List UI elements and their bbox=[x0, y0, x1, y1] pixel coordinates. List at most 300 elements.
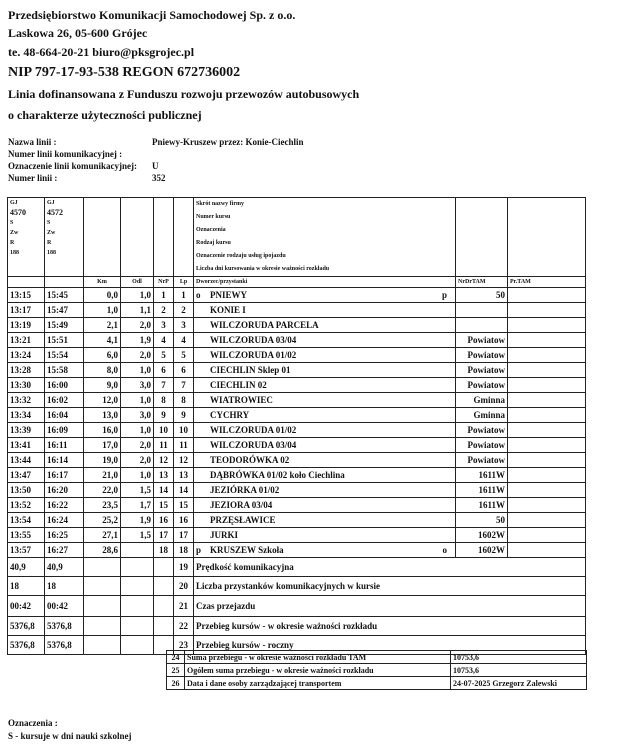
blank-cell bbox=[121, 198, 154, 277]
stop-name: WILCZORUDA 03/04 bbox=[210, 440, 297, 450]
blank-cell bbox=[121, 596, 154, 617]
blank-cell bbox=[84, 617, 121, 636]
stop-name-cell bbox=[194, 408, 456, 423]
lp-value: 12 bbox=[174, 453, 194, 468]
course-attr: GJ bbox=[47, 200, 55, 206]
stop-name: TEODORÓWKA 02 bbox=[210, 455, 290, 465]
nrdr-value: 1602W bbox=[456, 528, 508, 543]
col-km: Km bbox=[84, 277, 121, 288]
blank-cell bbox=[121, 617, 154, 636]
odl-value: 1,0 bbox=[121, 393, 154, 408]
legend-item: Skrót nazwy firmy bbox=[196, 201, 244, 207]
stop-row bbox=[8, 303, 586, 318]
pr-value bbox=[508, 453, 586, 468]
stat-value-2: 00:42 bbox=[45, 596, 84, 617]
time-course-2: 16:00 bbox=[45, 378, 84, 393]
stat-row bbox=[8, 596, 586, 617]
lp-value: 9 bbox=[174, 408, 194, 423]
stop-name-cell bbox=[194, 333, 456, 348]
odl-value: 1,5 bbox=[121, 483, 154, 498]
stop-name: WIATROWIEC bbox=[210, 395, 273, 405]
stop-row bbox=[8, 438, 586, 453]
stat-label: Prędkość komunikacyjna bbox=[194, 558, 586, 577]
stop-name-cell bbox=[194, 378, 456, 393]
stop-name-cell bbox=[194, 453, 456, 468]
stat-value-2: 18 bbox=[45, 577, 84, 596]
nrdr-value: Powiatow bbox=[456, 453, 508, 468]
legend-cell bbox=[194, 198, 456, 277]
lp-value: 13 bbox=[174, 468, 194, 483]
nrp-value: 3 bbox=[154, 318, 174, 333]
odl-value: 3,0 bbox=[121, 408, 154, 423]
blank-cell bbox=[154, 558, 174, 577]
odl-value: 1,0 bbox=[121, 288, 154, 303]
blank-cell bbox=[84, 636, 121, 655]
pr-value bbox=[508, 378, 586, 393]
stop-row bbox=[8, 318, 586, 333]
stop-row bbox=[8, 348, 586, 363]
odl-value: 1,1 bbox=[121, 303, 154, 318]
summary-lp: 26 bbox=[167, 677, 185, 690]
summary-value: 10753,6 bbox=[451, 664, 587, 677]
nrdr-value: 1611W bbox=[456, 498, 508, 513]
course-attr: R bbox=[47, 240, 52, 246]
km-value: 25,2 bbox=[84, 513, 121, 528]
stop-name-cell bbox=[194, 288, 456, 303]
lp-value: 4 bbox=[174, 333, 194, 348]
stat-label: Czas przejazdu bbox=[194, 596, 586, 617]
stop-row bbox=[8, 333, 586, 348]
stop-name: WILCZORUDA PARCELA bbox=[210, 320, 319, 330]
col-stops: Dworzec/przystanki bbox=[194, 277, 456, 288]
course-attr: 188 bbox=[47, 250, 56, 256]
blank-cell bbox=[121, 636, 154, 655]
time-course-2: 16:20 bbox=[45, 483, 84, 498]
stop-row bbox=[8, 423, 586, 438]
stop-name-cell bbox=[194, 393, 456, 408]
time-course-1: 13:32 bbox=[8, 393, 45, 408]
col-pr: Pr.TAM bbox=[508, 277, 586, 288]
pr-value bbox=[508, 528, 586, 543]
pr-value bbox=[508, 333, 586, 348]
course-cell bbox=[45, 198, 84, 277]
summary-label: Suma przebiegu - w okresie ważności rozkładu TAM bbox=[185, 651, 451, 664]
time-course-1: 13:34 bbox=[8, 408, 45, 423]
lp-value: 5 bbox=[174, 348, 194, 363]
odl-value bbox=[121, 543, 154, 558]
pr-value bbox=[508, 288, 586, 303]
time-course-1: 13:44 bbox=[8, 453, 45, 468]
nrdr-value: Powiatow bbox=[456, 423, 508, 438]
lp-value: 15 bbox=[174, 498, 194, 513]
col-lp: Lp bbox=[174, 277, 194, 288]
km-value: 22,0 bbox=[84, 483, 121, 498]
blank-cell bbox=[84, 577, 121, 596]
summary-lp: 25 bbox=[167, 664, 185, 677]
pr-value bbox=[508, 543, 586, 558]
lp-value: 16 bbox=[174, 513, 194, 528]
time-course-2: 15:58 bbox=[45, 363, 84, 378]
stop-row bbox=[8, 543, 586, 558]
km-value: 6,0 bbox=[84, 348, 121, 363]
time-course-1: 13:17 bbox=[8, 303, 45, 318]
pr-value bbox=[508, 423, 586, 438]
stop-name: JURKI bbox=[210, 530, 239, 540]
time-course-1: 13:50 bbox=[8, 483, 45, 498]
stop-name: CYCHRY bbox=[210, 410, 250, 420]
time-course-2: 16:11 bbox=[45, 438, 84, 453]
stat-lp: 19 bbox=[174, 558, 194, 577]
course-attr: 4572 bbox=[47, 208, 63, 217]
nrp-value: 10 bbox=[154, 423, 174, 438]
time-course-1: 13:28 bbox=[8, 363, 45, 378]
column-header bbox=[8, 277, 586, 288]
time-course-2: 15:54 bbox=[45, 348, 84, 363]
pr-value bbox=[508, 303, 586, 318]
time-course-2: 16:24 bbox=[45, 513, 84, 528]
stat-value-1: 5376,8 bbox=[8, 617, 45, 636]
stop-prefix: o bbox=[196, 290, 201, 300]
legend-item: Numer kursu bbox=[196, 214, 231, 220]
nrdr-value: Powiatow bbox=[456, 438, 508, 453]
odl-value: 1,5 bbox=[121, 528, 154, 543]
legend-item: Oznaczenie rodzaju usług ipojazdu bbox=[196, 253, 286, 259]
stop-name: JEZIÓRKA 01/02 bbox=[210, 485, 280, 495]
pr-value bbox=[508, 363, 586, 378]
course-attr: Zw bbox=[10, 230, 19, 236]
time-course-2: 16:17 bbox=[45, 468, 84, 483]
stop-row bbox=[8, 528, 586, 543]
time-course-1: 13:21 bbox=[8, 333, 45, 348]
legend-item: Oznaczenia bbox=[196, 227, 226, 233]
stat-label: Przebieg kursów - roczny bbox=[194, 636, 586, 655]
stat-value-2: 5376,8 bbox=[45, 636, 84, 655]
stop-name: WILCZORUDA 01/02 bbox=[210, 350, 297, 360]
km-value: 9,0 bbox=[84, 378, 121, 393]
stop-row bbox=[8, 378, 586, 393]
time-course-2: 16:04 bbox=[45, 408, 84, 423]
lp-value: 10 bbox=[174, 423, 194, 438]
pr-value bbox=[508, 318, 586, 333]
stop-name: CIECHLIN 02 bbox=[210, 380, 267, 390]
stop-row bbox=[8, 498, 586, 513]
stop-name-cell bbox=[194, 348, 456, 363]
stat-lp: 22 bbox=[174, 617, 194, 636]
designation-value: U bbox=[152, 161, 159, 171]
time-course-1: 13:24 bbox=[8, 348, 45, 363]
blank-cell bbox=[84, 558, 121, 577]
km-value: 21,0 bbox=[84, 468, 121, 483]
stat-lp: 20 bbox=[174, 577, 194, 596]
stop-name-cell bbox=[194, 543, 456, 558]
nrdr-value: Powiatow bbox=[456, 363, 508, 378]
summary-value: 10753,6 bbox=[451, 651, 587, 664]
odl-value: 2,0 bbox=[121, 348, 154, 363]
km-value: 13,0 bbox=[84, 408, 121, 423]
nrdr-value: 50 bbox=[456, 513, 508, 528]
nrdr-value bbox=[456, 303, 508, 318]
stop-name: WILCZORUDA 03/04 bbox=[210, 335, 297, 345]
course-header bbox=[8, 198, 586, 277]
lp-value: 11 bbox=[174, 438, 194, 453]
line-number-value: 352 bbox=[152, 173, 166, 183]
time-course-2: 16:25 bbox=[45, 528, 84, 543]
lp-value: 14 bbox=[174, 483, 194, 498]
col-nrp: NrP bbox=[154, 277, 174, 288]
km-value: 23,5 bbox=[84, 498, 121, 513]
summary-row bbox=[167, 651, 587, 664]
km-value: 12,0 bbox=[84, 393, 121, 408]
stop-row bbox=[8, 408, 586, 423]
km-value: 28,6 bbox=[84, 543, 121, 558]
stop-flag: p bbox=[441, 290, 447, 300]
nrdr-value bbox=[456, 318, 508, 333]
blank-cell bbox=[154, 577, 174, 596]
nrdr-value: Powiatow bbox=[456, 378, 508, 393]
lp-value: 3 bbox=[174, 318, 194, 333]
summary-label: Ogółem suma przebiegu - w okresie ważności rozkładu bbox=[185, 664, 451, 677]
stop-row bbox=[8, 393, 586, 408]
stop-name-cell bbox=[194, 438, 456, 453]
summary-row bbox=[167, 677, 587, 690]
pr-value bbox=[508, 393, 586, 408]
stat-row bbox=[8, 558, 586, 577]
stat-label: Przebieg kursów - w okresie ważności rozkładu bbox=[194, 617, 586, 636]
lp-value: 1 bbox=[174, 288, 194, 303]
time-course-2: 16:22 bbox=[45, 498, 84, 513]
nrp-value: 6 bbox=[154, 363, 174, 378]
company-name: Przedsiębiorstwo Komunikacji Samochodowej Sp. z o.o. bbox=[8, 8, 296, 22]
nrdr-value: Gminna bbox=[456, 408, 508, 423]
stop-name-cell bbox=[194, 528, 456, 543]
time-course-2: 16:02 bbox=[45, 393, 84, 408]
summary-table bbox=[166, 650, 587, 690]
stop-row bbox=[8, 483, 586, 498]
nrp-value: 1 bbox=[154, 288, 174, 303]
stop-name: DĄBRÓWKA 01/02 koło Ciechlina bbox=[210, 470, 345, 480]
nrdr-value: Powiatow bbox=[456, 348, 508, 363]
time-course-1: 13:41 bbox=[8, 438, 45, 453]
blank-cell bbox=[84, 596, 121, 617]
blank-cell bbox=[45, 277, 84, 288]
blank-cell bbox=[84, 198, 121, 277]
stop-name: WILCZORUDA 01/02 bbox=[210, 425, 297, 435]
nrp-value: 17 bbox=[154, 528, 174, 543]
stat-label: Liczba przystanków komunikacyjnych w kursie bbox=[194, 577, 586, 596]
course-attr: R bbox=[10, 240, 15, 246]
blank-cell bbox=[456, 198, 508, 277]
nrdr-value: Gminna bbox=[456, 393, 508, 408]
summary-row bbox=[167, 664, 587, 677]
stat-lp: 21 bbox=[174, 596, 194, 617]
lp-value: 8 bbox=[174, 393, 194, 408]
nrdr-value: 1611W bbox=[456, 468, 508, 483]
time-course-2: 16:27 bbox=[45, 543, 84, 558]
stop-name-cell bbox=[194, 303, 456, 318]
stop-name: KONIE I bbox=[210, 305, 246, 315]
odl-value: 1,0 bbox=[121, 363, 154, 378]
nrdr-value: Powiatow bbox=[456, 333, 508, 348]
stop-prefix: p bbox=[196, 545, 202, 555]
km-value: 8,0 bbox=[84, 363, 121, 378]
nrdr-value: 1602W bbox=[456, 543, 508, 558]
km-value: 1,0 bbox=[84, 303, 121, 318]
km-value: 2,1 bbox=[84, 318, 121, 333]
line-name-value: Pniewy-Kruszew przez: Konie-Ciechlin bbox=[152, 137, 304, 147]
time-course-1: 13:55 bbox=[8, 528, 45, 543]
nrp-value: 9 bbox=[154, 408, 174, 423]
company-ids: NIP 797-17-93-538 REGON 672736002 bbox=[8, 65, 241, 80]
stat-value-1: 18 bbox=[8, 577, 45, 596]
nrp-value: 7 bbox=[154, 378, 174, 393]
course-attr: S bbox=[10, 220, 14, 226]
course-attr: GJ bbox=[10, 200, 18, 206]
comm-number-label: Numer linii komunikacyjnej : bbox=[8, 149, 123, 159]
time-course-2: 16:14 bbox=[45, 453, 84, 468]
pr-value bbox=[508, 468, 586, 483]
pr-value bbox=[508, 438, 586, 453]
legend-item: Liczba dni kursowania w okresie ważności rozkładu bbox=[196, 266, 330, 272]
time-course-1: 13:54 bbox=[8, 513, 45, 528]
stop-name: JEZIORA 03/04 bbox=[210, 500, 273, 510]
pr-value bbox=[508, 483, 586, 498]
km-value: 19,0 bbox=[84, 453, 121, 468]
time-course-2: 15:51 bbox=[45, 333, 84, 348]
time-course-2: 16:09 bbox=[45, 423, 84, 438]
stat-value-1: 40,9 bbox=[8, 558, 45, 577]
time-course-1: 13:30 bbox=[8, 378, 45, 393]
time-course-1: 13:52 bbox=[8, 498, 45, 513]
company-address: Laskowa 26, 05-600 Grójec bbox=[8, 26, 148, 40]
nrp-value: 12 bbox=[154, 453, 174, 468]
time-course-1: 13:57 bbox=[8, 543, 45, 558]
nrp-value: 15 bbox=[154, 498, 174, 513]
nrp-value: 14 bbox=[154, 483, 174, 498]
stat-value-1: 00:42 bbox=[8, 596, 45, 617]
lp-value: 17 bbox=[174, 528, 194, 543]
pr-value bbox=[508, 513, 586, 528]
stat-value-2: 5376,8 bbox=[45, 617, 84, 636]
stop-row bbox=[8, 468, 586, 483]
odl-value: 1,7 bbox=[121, 498, 154, 513]
odl-value: 1,0 bbox=[121, 423, 154, 438]
lp-value: 2 bbox=[174, 303, 194, 318]
stop-name-cell bbox=[194, 468, 456, 483]
nrp-value: 18 bbox=[154, 543, 174, 558]
notes-label: Oznaczenia : bbox=[8, 718, 58, 728]
pr-value bbox=[508, 498, 586, 513]
stop-name-cell bbox=[194, 318, 456, 333]
stat-lp: 23 bbox=[174, 636, 194, 655]
odl-value: 1,9 bbox=[121, 333, 154, 348]
stop-row bbox=[8, 363, 586, 378]
stat-value-1: 5376,8 bbox=[8, 636, 45, 655]
odl-value: 2,0 bbox=[121, 438, 154, 453]
blank-cell bbox=[121, 577, 154, 596]
nrp-value: 2 bbox=[154, 303, 174, 318]
stop-name: PRZĘSŁAWICE bbox=[210, 515, 276, 525]
odl-value: 2,0 bbox=[121, 453, 154, 468]
col-nrdr: NrDrTAM bbox=[456, 277, 508, 288]
nrdr-value: 50 bbox=[456, 288, 508, 303]
lp-value: 6 bbox=[174, 363, 194, 378]
stop-name: KRUSZEW Szkoła bbox=[210, 545, 284, 555]
summary-label: Data i dane osoby zarządzającej transportem bbox=[185, 677, 451, 690]
summary-lp: 24 bbox=[167, 651, 185, 664]
stat-row bbox=[8, 577, 586, 596]
line-name-label: Nazwa linii : bbox=[8, 137, 57, 147]
timetable bbox=[7, 197, 586, 655]
financing-line-2: o charakterze użyteczności publicznej bbox=[8, 108, 202, 122]
course-attr: S bbox=[47, 220, 51, 226]
nrp-value: 13 bbox=[154, 468, 174, 483]
col-odl: Odl bbox=[121, 277, 154, 288]
stat-value-2: 40,9 bbox=[45, 558, 84, 577]
company-contact: te. 48-664-20-21 biuro@pksgrojec.pl bbox=[8, 45, 195, 59]
note-s: S - kursuje w dni nauki szkolnej bbox=[8, 731, 132, 741]
stop-flag: o bbox=[442, 545, 447, 555]
time-course-2: 15:49 bbox=[45, 318, 84, 333]
blank-cell bbox=[8, 277, 45, 288]
course-attr: Zw bbox=[47, 230, 56, 236]
stop-row bbox=[8, 453, 586, 468]
stat-row bbox=[8, 617, 586, 636]
time-course-1: 13:47 bbox=[8, 468, 45, 483]
lp-value: 18 bbox=[174, 543, 194, 558]
blank-cell bbox=[154, 617, 174, 636]
blank-cell bbox=[154, 596, 174, 617]
summary-value: 24-07-2025 Grzegorz Zalewski bbox=[451, 677, 587, 690]
legend-item: Rodzaj kursu bbox=[196, 240, 231, 246]
km-value: 0,0 bbox=[84, 288, 121, 303]
blank-cell bbox=[154, 198, 174, 277]
nrp-value: 4 bbox=[154, 333, 174, 348]
course-attr: 188 bbox=[10, 250, 19, 256]
blank-cell bbox=[508, 198, 586, 277]
financing-line-1: Linia dofinansowana z Funduszu rozwoju przewozów autobusowych bbox=[8, 87, 360, 101]
nrdr-value: 1611W bbox=[456, 483, 508, 498]
course-cell bbox=[8, 198, 45, 277]
nrp-value: 11 bbox=[154, 438, 174, 453]
stop-name-cell bbox=[194, 423, 456, 438]
stop-name-cell bbox=[194, 363, 456, 378]
stop-name-cell bbox=[194, 498, 456, 513]
stop-row bbox=[8, 288, 586, 303]
time-course-1: 13:15 bbox=[8, 288, 45, 303]
pr-value bbox=[508, 408, 586, 423]
lp-value: 7 bbox=[174, 378, 194, 393]
blank-cell bbox=[174, 198, 194, 277]
stop-row bbox=[8, 513, 586, 528]
odl-value: 1,0 bbox=[121, 468, 154, 483]
designation-label: Oznaczenie linii komunikacyjnej: bbox=[8, 161, 137, 171]
stop-name-cell bbox=[194, 513, 456, 528]
km-value: 27,1 bbox=[84, 528, 121, 543]
time-course-2: 15:45 bbox=[45, 288, 84, 303]
pr-value bbox=[508, 348, 586, 363]
stop-name-cell bbox=[194, 483, 456, 498]
nrp-value: 16 bbox=[154, 513, 174, 528]
nrp-value: 5 bbox=[154, 348, 174, 363]
stop-name: PNIEWY bbox=[210, 290, 248, 300]
km-value: 16,0 bbox=[84, 423, 121, 438]
odl-value: 3,0 bbox=[121, 378, 154, 393]
time-course-1: 13:19 bbox=[8, 318, 45, 333]
time-course-2: 15:47 bbox=[45, 303, 84, 318]
stop-name: CIECHLIN Sklep 01 bbox=[210, 365, 291, 375]
course-attr: 4570 bbox=[10, 208, 26, 217]
nrp-value: 8 bbox=[154, 393, 174, 408]
